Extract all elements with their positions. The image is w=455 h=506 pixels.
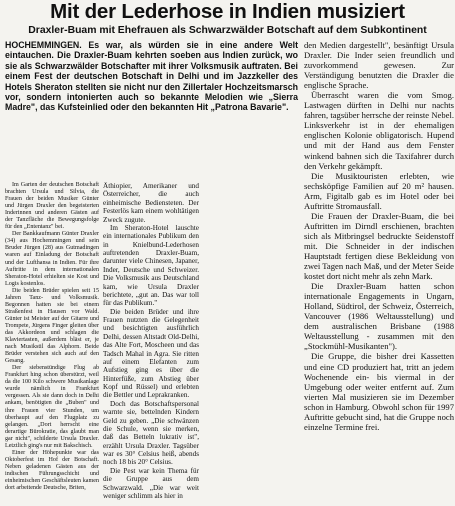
paragraph: Äthiopier, Amerikaner und Österreicher, die auch einheimische Bediensteten. Der Festerlös kam einem wohltätigen Zweck zugute. (103, 182, 199, 224)
column-2 (103, 182, 199, 500)
lead-text: Es war, als würden sie in eine andere Welt eintauchen. Die Draxler-Buam kehrten soeben aus Indien zurück, wo sie als Schwarzwälder Botschafter mit ihrer Volksmusik auftraten. Bei einem Fest der deutschen Botschaft in Delhi und im Jazzkeller des Hotels Sheraton stellten sie nicht nur den Zillertaler Hochzeitsmarsch vor, sondern intonierten auch so bekannte Melodien wie „Sierra Madre", das Kufsteinlied oder den bekannten Hit „Patrona Bavarie". (5, 40, 298, 113)
paragraph: Einer der Höhepunkte war das Oktoberfest im Hof der Botschaft. Neben geladenen Gästen aus der indischen Führungsschicht und einheimischen Geschäftsleuten kamen dort arbeitende Deutsche, Briten, (5, 449, 99, 492)
paragraph: Die beiden Brüder und ihre Frauen nutzten die Gelegenheit und besichtigten ausführlich Delhi, dessen Altstadt Old-Delhi, das Alte Fort, Moscheen und das Tadsch Mahal in Agra. Sie ritten auf einem Elefanten zum Aufstieg ging es über die Hinterfüße, zum Abstieg über Kopf und Rüssel) und erlebten die Bettler und Leprakranken. (103, 307, 199, 400)
paragraph: Im Sheraton-Hotel lauschte ein internationales Publikum den in Knielbund-Lederhosen auftretenden Draxler-Buam, darunter viele Chinesen, Japaner, Inder, Deutsche und Schweizer. Die Volksmusik aus Deutschland kam, wie Ursula Draxler berichtete, „gut an. Das war toll für das Publikum." (103, 223, 199, 308)
paragraph: Die Gruppe, die bisher drei Kassetten und eine CD produziert hat, tritt an jedem Wochenende ein- bis viermal in der Umgebung oder weiter entfernt auf. Zum vierten Mal musizieren sie im Dezember schon in Hamburg. Obwohl schon für 1997 Auftritte gebucht sind, hat die Gruppe noch einzelne Termine frei. (304, 351, 454, 432)
headline: Mit der Lederhose in Indien musiziert (50, 0, 405, 23)
paragraph: Die Musiktouristen erlebten, wie sechsköpfige Familien auf 20 m² hausen. Arm, Figitalb gab es im Hotel oder bei Auftritte Stromausfall. (304, 170, 454, 211)
paragraph: Die Draxler-Buam hatten schon internationale Engagements in Ungarn, Holland, Südtirol, der Schweiz, Österreich, Vancouver (1986 Weltausstellung) und dem australischen Brisbane (1988 Weltausstellung - zusammen mit den „Stockmühl-Musikanten"). (304, 281, 454, 352)
column-1 (5, 182, 99, 492)
paragraph: Die Frauen der Draxler-Buam, die bei Auftritten im Dirndl erschienen, brachten sich als Mitbringsel bedruckte Seidenstoff mit. Die Schneider in der indischen Hauptstadt fertigen diese Bekleidung von zwei Tagen nach Maß, und der Meter Seide kostet dort nicht mehr als zehn Mark. (304, 210, 454, 282)
paragraph: Die Pest war kein Thema für die Gruppe aus dem Schwarzwald. „Die war weit weniger schlimm als hier in (103, 466, 199, 500)
paragraph: Die beiden Brüder spielen seit 15 Jahren Tanz- und Volksmusik. Begonnen hatten sie bei einem Straßenfest in Hausen vor Wald. Günter ist Meister auf der Gitarre und Trompete, Jürgens Finger gleiten über das Akkordeon und schlagen die Klaviertasten, außerdem bläst er, je nach Musikstil das Alphorn. Beide Brüder verstehen sich auch auf den Gesang. (5, 287, 99, 365)
paragraph: Überrascht waren die vom Smog. Lastwagen dürften in Delhi nur nachts fahren, tagsüber herrsche der reinste Nebel. Linksverkehr ist in der ehemaligen englischen Kolonie obligatorisch. Hupend und mit der Hand aus dem Fenster winkend bahnen sich die Taxifahrer durch den Verkehr gekämpft. (304, 90, 454, 171)
lead-paragraph (5, 40, 298, 113)
column-3 (304, 40, 454, 432)
paragraph: Im Garten der deutschen Botschaft brachten Ursula und Silvia, die Frauen der beiden Musiker Günter und Jürgen Draxler den begeisterten Inderinnen und anderen Gästen auf der Tanzfläche die Bewegungsfolge für den „Ententanz" bei. (5, 182, 99, 231)
paragraph: Doch das Botschaftspersonal warnte sie, bettelnden Kindern Geld zu geben. „Die schwänzen die Schule, wenn sie merken, daß das Betteln lukrativ ist", erzählt Ursula Draxler. Tagsüber war es 30° Celsius heiß, abends noch 18 bis 20° Celsius. (103, 399, 199, 467)
dateline: HOCHEMMINGEN. (5, 40, 82, 50)
paragraph: Der Bankkaufmann Günter Draxler (34) aus Hochemmingen und sein Bruder Jürgen (28) aus Gutmadingen waren auf Einladung der Botschaft und der Lufthansa in Indien. Für ihre Auftritte in dem internationalen Sheraton-Hotel erhielten sie Kost und Logis kostenlos. (5, 231, 99, 287)
paragraph: den Medien dargestellt", besänftigt Ursula Draxler. Die Inder seien freundlich und zuvorkommend gewesen. Zur Verständigung benutzten die Draxler die englische Sprache. (304, 40, 454, 91)
subheadline: Draxler-Buam mit Ehefrauen als Schwarzwälder Botschaft auf dem Subkontinent (28, 25, 427, 36)
paragraph: Der siebenstündige Flug ab Frankfurt hing schon überstürzt, weil da die 100 Kilo schwere Musikanlage wurde nämlich in Frankfurt vergessen. Als sie dann doch in Delhi ankam, benötigten die „Buben" und ihre Frauen vier Stunden, um überhaupt auf den Flugplatz zu gelangen. „Dort herrscht eine derartige Bürokratie, das glaubt man gar nicht", schilderte Ursula Draxler. Letztlich ging's nur mit Bakschisch. (5, 365, 99, 449)
